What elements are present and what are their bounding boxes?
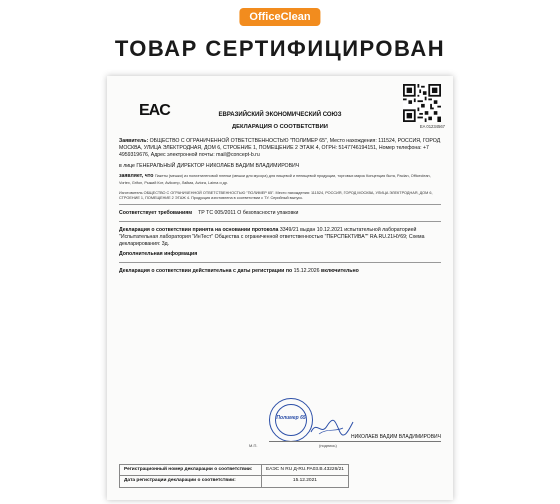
signature-line <box>269 441 441 442</box>
validity-date: 15.12.2026 <box>293 268 320 275</box>
declaration-title: ДЕКЛАРАЦИЯ О СООТВЕТСТВИИ <box>232 124 328 130</box>
validity-suffix: включительно <box>321 268 359 275</box>
divider <box>119 262 441 263</box>
declares-paragraph <box>119 173 441 187</box>
manufacturer-text: Изготовитель ОБЩЕСТВО С ОГРАНИЧЕННОЙ ОТВЕТСТВЕННОСТЬЮ "ПОЛИМЕР 65". Место нахождения: 111524, РОССИЯ, ГОРОД МОСКВА, УЛИЦА ЭЛЕКТРОДНАЯ, ДОМ 6, СТРОЕНИЕ 1, ПОМЕЩЕНИЕ 2 ЭТАЖ 4. Продукция изготовлена в соответствии с ТУ. Серийный выпуск. <box>119 191 433 201</box>
reg-date-label: Дата регистрации декларации о соответствии: <box>120 476 262 487</box>
eac-mark-icon: EAC <box>139 102 170 119</box>
stamp-text: Полимер 65 <box>276 415 306 421</box>
signature-scribble <box>309 416 355 438</box>
applicant-label: Заявитель: <box>119 138 149 144</box>
declares-label: заявляет, что <box>119 173 154 180</box>
requirements-value: ТР ТС 005/2011 О безопасности упаковки <box>198 210 299 216</box>
applicant-text: ОБЩЕСТВО С ОГРАНИЧЕННОЙ ОТВЕТСТВЕННОСТЬЮ "ПОЛИМЕР 65", Место нахождения: 111524, РОССИЯ, ГОРОД МОСКВА, УЛИЦА ЭЛЕКТРОДНАЯ, ДОМ 6, СТРОЕНИЕ 1, ПОМЕЩЕНИЕ 2 ЭТАЖ 4, ОГРН: 5147746194151, Номер телефона: +7 4959319676, Адрес электронной почты: mail@concept-b.ru <box>119 138 441 158</box>
mp-label: М.П. <box>249 443 258 448</box>
registration-table <box>119 464 349 488</box>
certificate-document <box>107 76 453 500</box>
union-title: ЕВРАЗИЙСКИЙ ЭКОНОМИЧЕСКИЙ СОЮЗ <box>218 112 342 118</box>
additional-info-label: Дополнительная информация <box>119 251 198 258</box>
basis-paragraph <box>119 227 441 248</box>
reg-date-value: 15.12.2021 <box>261 476 348 487</box>
declares-text: Пакеты (мешки) из полиэтиленовой пленки (мешки для мусора) для пищевой и непищевой продукции, торговых марок Концепция быта, Paclan, Officeclean, Vortex, Grifon, Рыжий Кот, Avikomp, Лайма, Aviora, Laima и др. <box>119 174 431 186</box>
signature-caption: (подпись) <box>319 443 337 448</box>
seal-stamp <box>269 398 313 442</box>
declaration-body <box>119 138 441 279</box>
requirements-label: Соответствует требованиям <box>119 210 193 216</box>
requirements-row <box>119 210 441 217</box>
signer-name: НИКОЛАЕВ ВАДИМ ВЛАДИМИРОВИЧ <box>351 434 441 440</box>
table-row <box>120 465 349 476</box>
page-headline: ТОВАР СЕРТИФИЦИРОВАН <box>114 36 446 61</box>
brand-badge: OfficeClean <box>239 8 320 26</box>
validity-paragraph <box>119 268 441 275</box>
table-row <box>120 476 349 487</box>
reg-number-label: Регистрационный номер декларации о соответствии: <box>120 465 262 476</box>
validity-label: Декларация о соответствии действительна с даты регистрации по <box>119 268 293 275</box>
qr-caption: EA 01234567 <box>419 124 445 129</box>
applicant-paragraph <box>119 138 441 159</box>
represented-by: в лице ГЕНЕРАЛЬНЫЙ ДИРЕКТОР НИКОЛАЕВ ВАДИМ ВЛАДИМИРОВИЧ <box>119 162 300 169</box>
basis-text: 3349/21 выдан 10.12.2021 испытательной лабораторией "Испытательная лаборатория "ИнТест" Общества с ограниченной ответственностью "ПЕРСПЕКТИВА"" RA.RU.21НУ69; Схема декларирования: 3д. <box>119 226 425 247</box>
divider <box>119 221 441 222</box>
reg-number-value: ЕАЭС N RU Д-RU.РА03.В.43226/21 <box>261 465 348 476</box>
basis-label: Декларация о соответствии принята на основании протокола <box>119 226 279 233</box>
signature-area <box>119 394 441 454</box>
divider <box>119 204 441 205</box>
